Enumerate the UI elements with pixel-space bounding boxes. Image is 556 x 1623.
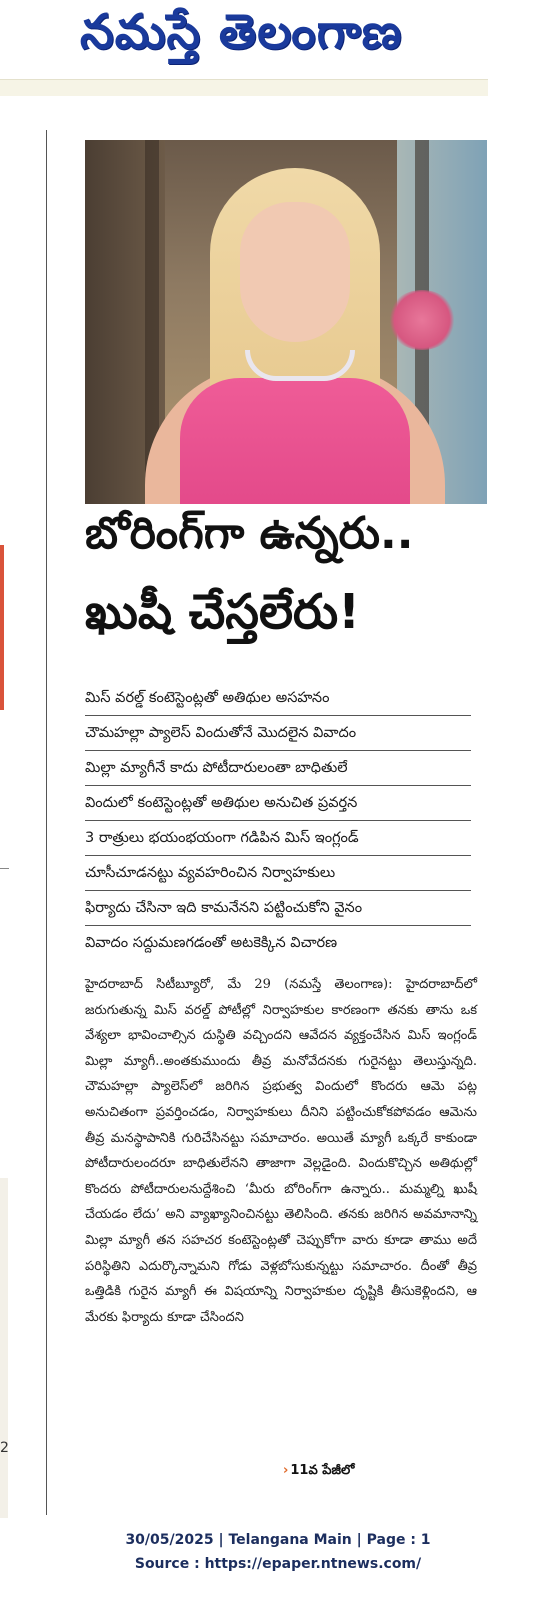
masthead-strip <box>0 79 488 96</box>
body-paragraph: హైదరాబాద్‌లో జరుగుతున్న మిస్ వరల్డ్ పోటీల్లో నిర్వాహకుల కారణంగా తనకు తాను ఒక వేశ్యలా భావించాల్సిన దుస్థితి వచ్చిందని ఆవేదన వ్యక్తంచేసిన మిస్ ఇంగ్లండ్ మిల్లా మ్యాగీ..అంతకుముందు తీవ్ర మనోవేదనకు గురైనట్టు తెలుస్తున్నది. చౌమహల్లా ప్యాలెస్‌లో జరిగిన ప్రభుత్వ విందులో కొందరు ఆమె పట్ల అనుచితంగా ప్రవర్తించడం, నిర్వాహకులు దీనిని పట్టించుకోకపోవడం ఆమెను తీవ్ర మనస్థాపానికి గురిచేసినట్టు సమాచారం. అయితే మ్యాగీ ఒక్కరే కాకుండా పోటీదారులందరూ బాధితులేనని తాజాగా వెల్లడైంది. విందుకొచ్చిన అతిథుల్లో కొందరు పోటీదారులనుద్దేశించి ‘మీరు బోరింగ్‌గా ఉన్నారు.. మమ్మల్ని ఖుషీ చేయడం లేదు’ అని వ్యాఖ్యానించినట్టు తెలిసింది. తనకు జరిగిన అవమానాన్ని మిల్లా మ్యాగీ తన సహచర కంటెస్టెంట్లతో చెప్పుకోగా వారు కూడా తాము అదే పరిస్థితిని ఎదుర్కొన్నామని గోడు వెళ్లబోసుకున్నట్టు సమాచారం. దీంతో తీవ్ర ఒత్తిడికి గురైన మ్యాగీ ఈ విషయాన్ని నిర్వాహకుల దృష్టికి తీసుకెళ్లిందని, ఆ మేరకు ఫిర్యాదు కూడా చేసిందని <box>85 977 477 1325</box>
continued-label: 11వ పేజీలో <box>290 1463 355 1478</box>
adjacent-column-text: 2 <box>0 1440 9 1456</box>
article-body <box>85 972 477 1330</box>
subdeck-item: ఫిర్యాదు చేసినా ఇది కామనేనని పట్టించుకోని వైనం <box>85 891 471 926</box>
dateline: హైదరాబాద్ సిటీబ్యూరో, మే 29 (నమస్తే తెలంగాణ): <box>85 977 393 992</box>
footer-source-line[interactable]: Source : https://epaper.ntnews.com/ <box>134 1556 422 1572</box>
continued-on-page-link[interactable] <box>283 1463 354 1481</box>
page-footer <box>0 1528 556 1576</box>
masthead-title: నమస్తే తెలంగాణ <box>80 4 403 60</box>
subdeck-item: విందులో కంటెస్టెంట్లతో అతిథుల అనుచిత ప్రవర్తన <box>85 786 471 821</box>
adjacent-column-fragment <box>0 545 4 710</box>
subdeck-item: వివాదం సద్దుమణగడంతో అటకెక్కిన విచారణ <box>85 935 338 951</box>
article-photo <box>85 140 487 504</box>
subdeck-item: చూసీచూడనట్టు వ్యవహరించిన నిర్వాహకులు <box>85 856 471 891</box>
adjacent-column-rule <box>0 868 9 869</box>
column-divider <box>46 130 47 1515</box>
headline-line-1: బోరింగ్‌గా ఉన్నరు.. <box>85 508 414 559</box>
subdeck-item: చౌమహల్లా ప్యాలెస్ విందుతోనే మొదలైన వివాదం <box>85 716 471 751</box>
masthead <box>0 0 490 98</box>
adjacent-column-fragment <box>0 1178 8 1518</box>
headline-line-2: ఖుషీ చేస్తలేరు! <box>85 584 360 640</box>
necklace <box>245 350 355 381</box>
subdeck-item: మిస్ వరల్డ్ కంటెస్టెంట్లతో అతిథుల అసహనం <box>85 681 471 716</box>
subdeck-item: 3 రాత్రులు భయంభయంగా గడిపిన మిస్ ఇంగ్లండ్ <box>85 821 471 856</box>
subdeck-item: మిల్లా మ్యాగీనే కాదు పోటీదారులంతా బాధితులే <box>85 751 471 786</box>
subdeck-list <box>85 681 471 960</box>
footer-edition-line: 30/05/2025 | Telangana Main | Page : 1 <box>125 1532 431 1548</box>
chevron-right-icon: › <box>283 1463 289 1478</box>
